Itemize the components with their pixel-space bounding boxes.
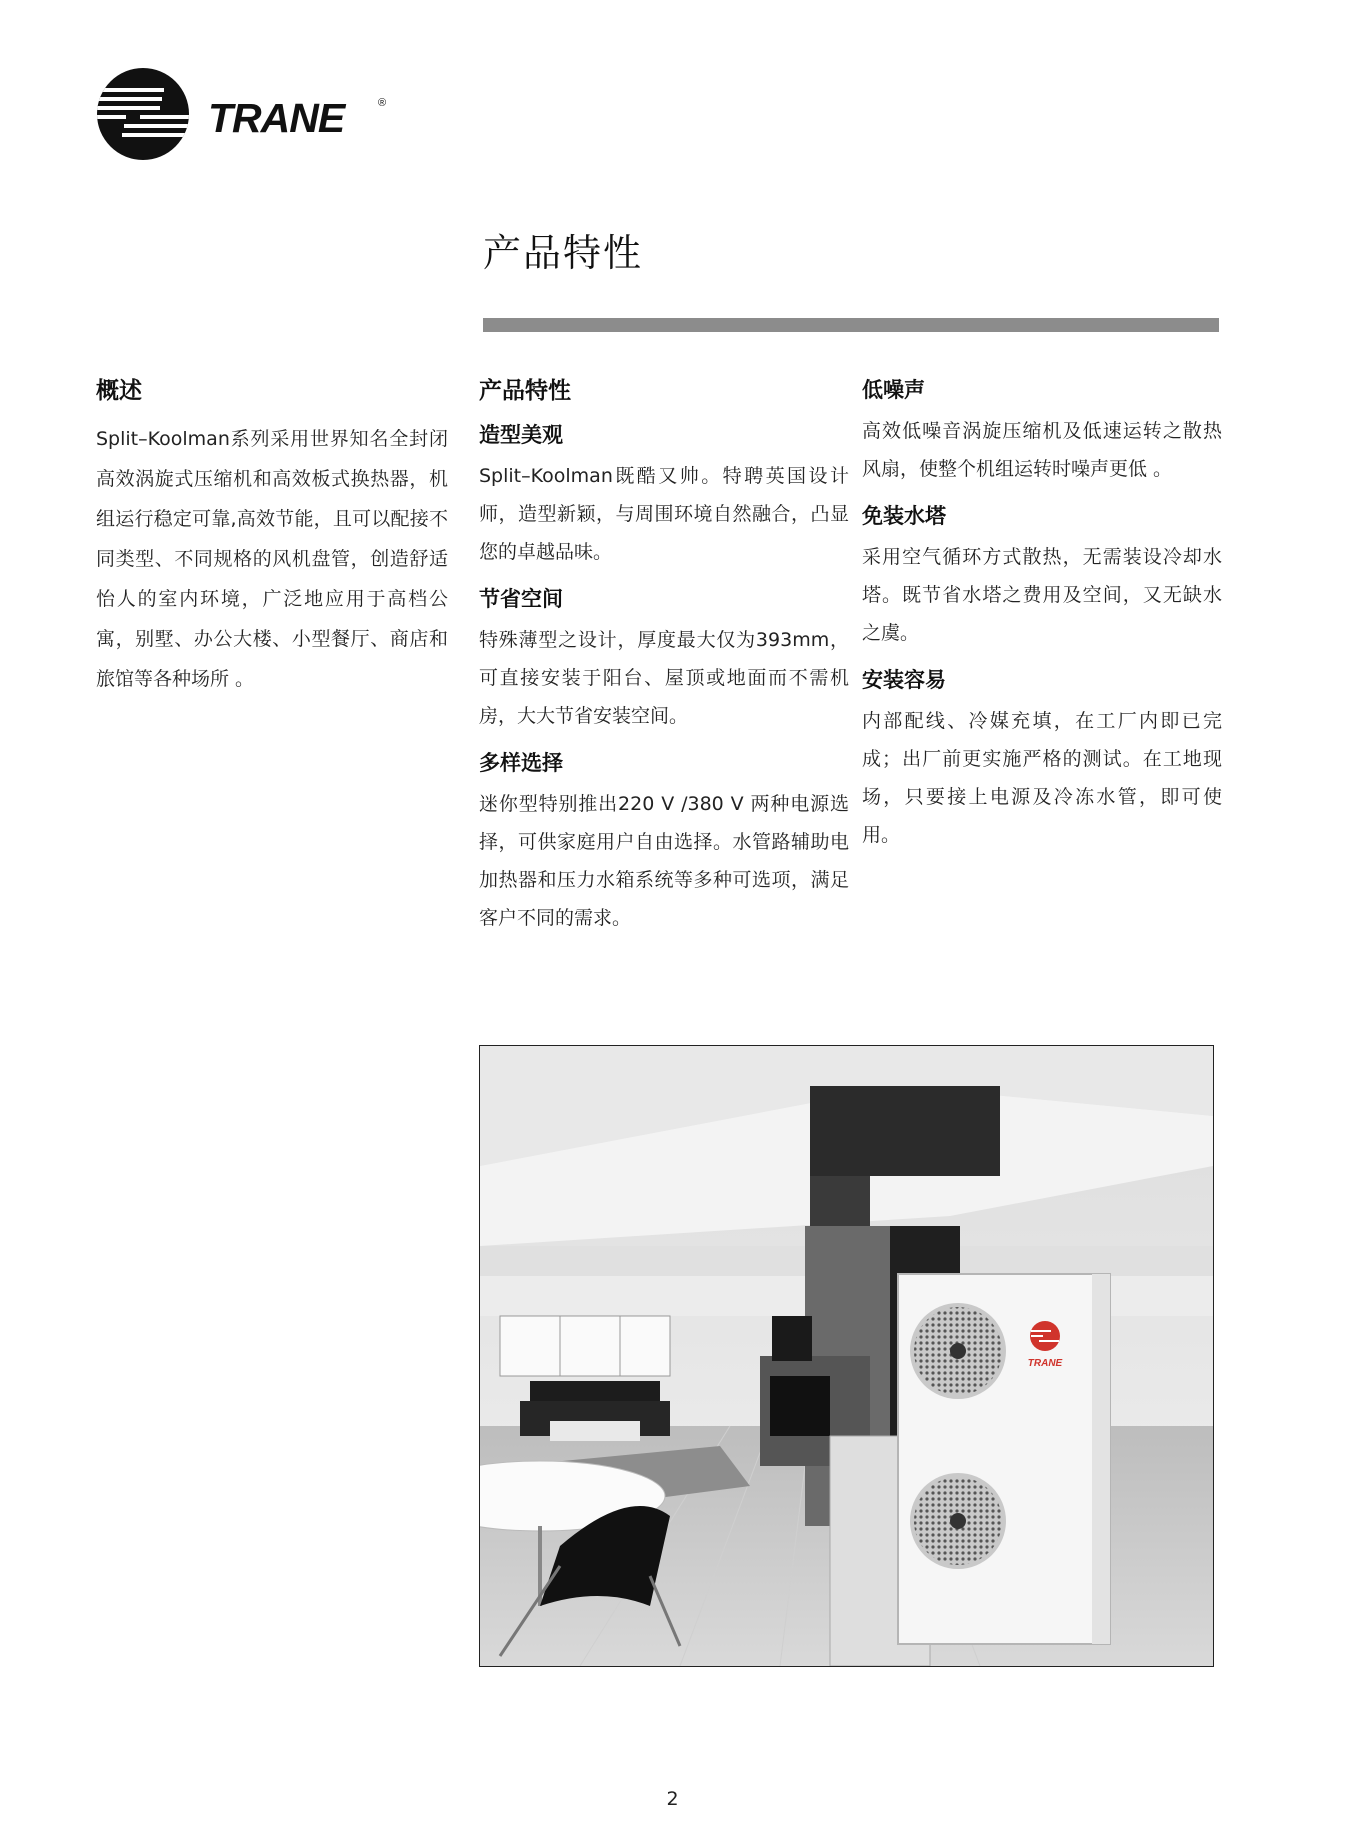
benefit-title-low-noise: 低噪声 [862,378,925,402]
feature-text-options: 迷你型特别推出220 V /380 V 两种电源选择，可供家庭用户自由选择。水管路辅助电加热器和压力水箱系统等多种可选项，满足客户不同的需求。 [479,793,849,929]
trane-logo [96,66,392,164]
brand-name: TRANE [208,95,345,141]
overview-section [96,372,448,711]
title-divider-bar [483,318,1219,332]
benefits-section [862,372,1222,866]
benefit-title-no-tower: 免装水塔 [862,504,946,528]
benefit-title-easy-install: 安装容易 [862,668,946,692]
page-number: 2 [666,1788,679,1810]
overview-text: Split–Koolman系列采用世界知名全封闭高效涡旋式压缩机和高效板式换热器，机组运行稳定可靠,高效节能，且可以配接不同类型、不同规格的风机盘管，创造舒适怡人的室内环境，广泛地应用于高档公寓，别墅、办公大楼、小型餐厅、商店和旅馆等各种场所 。 [96,428,448,690]
outdoor-unit [898,1274,1110,1644]
registered-mark: ® [378,97,387,109]
page-title: 产品特性 [483,231,644,275]
feature-title-space: 节省空间 [479,587,563,611]
benefit-text-easy-install: 内部配线、冷媒充填，在工厂内即已完成；出厂前更实施严格的测试。在工地现场，只要接上电源及冷冻水管，即可使用。 [862,710,1222,846]
feature-text-design: Split–Koolman既酷又帅。特聘英国设计师，造型新颖，与周围环境自然融合，凸显您的卓越品味。 [479,465,849,563]
overview-heading: 概述 [96,378,142,404]
unit-brand-label: TRANE [1027,1358,1063,1369]
feature-title-design: 造型美观 [479,423,563,447]
features-section [479,372,849,949]
feature-text-space: 特殊薄型之设计，厚度最大仅为393mm，可直接安装于阳台、屋顶或地面而不需机房，大大节省安装空间。 [479,629,849,727]
benefit-text-no-tower: 采用空气循环方式散热，无需装设冷却水塔。既节省水塔之费用及空间，又无缺水之虞。 [862,546,1222,644]
feature-title-options: 多样选择 [479,751,563,775]
features-heading: 产品特性 [479,378,571,404]
benefit-text-low-noise: 高效低噪音涡旋压缩机及低速运转之散热风扇，使整个机组运转时噪声更低 。 [862,420,1222,480]
product-photo [479,1045,1214,1667]
